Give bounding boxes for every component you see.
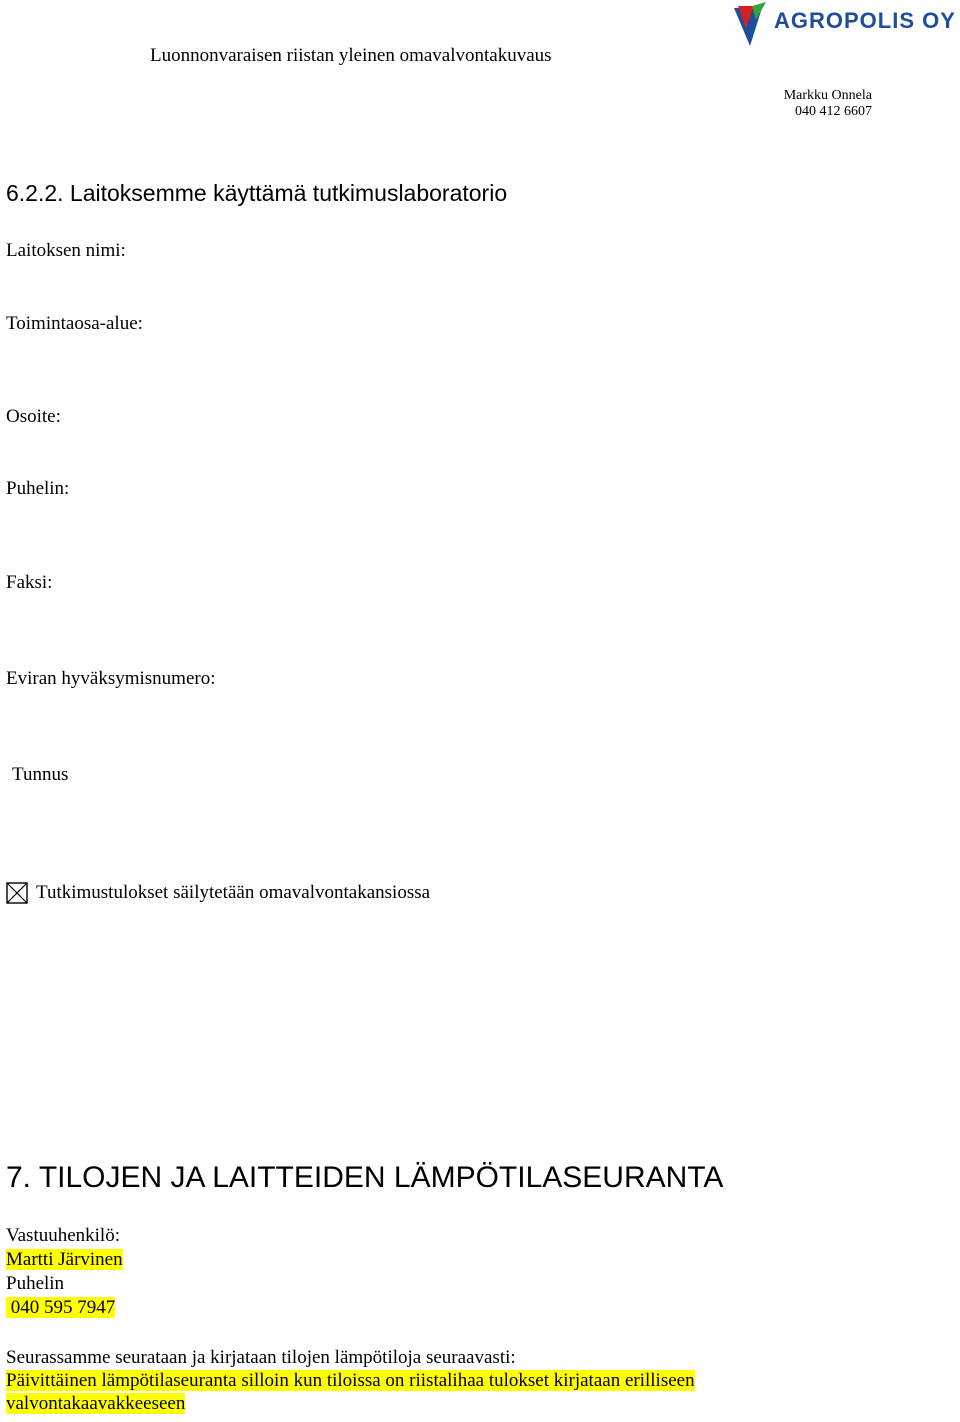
- contact-name: Markku Onnela: [783, 88, 872, 103]
- section-heading-temperature: 7. TILOJEN JA LAITTEIDEN LÄMPÖTILASEURANTA: [6, 1161, 724, 1194]
- field-phone: Puhelin:: [6, 478, 70, 499]
- monitoring-line-2: valvontakaavakkeeseen: [6, 1393, 186, 1414]
- section-heading-lab: 6.2.2. Laitoksemme käyttämä tutkimuslaboratorio: [6, 180, 508, 206]
- field-address: Osoite:: [6, 406, 61, 427]
- field-fax: Faksi:: [6, 572, 53, 593]
- phone-value: 040 595 7947: [6, 1297, 116, 1318]
- monitoring-intro: Seurassamme seurataan ja kirjataan tilojen lämpötiloja seuraavasti:: [6, 1347, 516, 1368]
- contact-phone: 040 412 6607: [795, 104, 872, 119]
- checkbox-checked-icon[interactable]: [6, 882, 28, 904]
- document-title: Luonnonvaraisen riistan yleinen omavalvontakuvaus: [150, 45, 552, 66]
- checkbox-label: Tutkimustulokset säilytetään omavalvontakansiossa: [36, 882, 431, 903]
- responsible-label: Vastuuhenkilö:: [6, 1225, 120, 1246]
- field-approval-number: Eviran hyväksymisnumero:: [6, 668, 216, 689]
- responsible-name: Martti Järvinen: [6, 1249, 123, 1270]
- field-area: Toimintaosa-alue:: [6, 313, 143, 334]
- logo-text: AGROPOLIS OY: [774, 8, 956, 33]
- field-lab-name: Laitoksen nimi:: [6, 240, 126, 261]
- monitoring-line-1: Päivittäinen lämpötilaseuranta silloin kun tiloissa on riistalihaa tulokset kirjataan erilliseen: [6, 1370, 695, 1391]
- phone-label: Puhelin: [6, 1273, 65, 1294]
- monitoring-paragraph: [6, 1346, 946, 1415]
- field-code: Tunnus: [12, 764, 69, 785]
